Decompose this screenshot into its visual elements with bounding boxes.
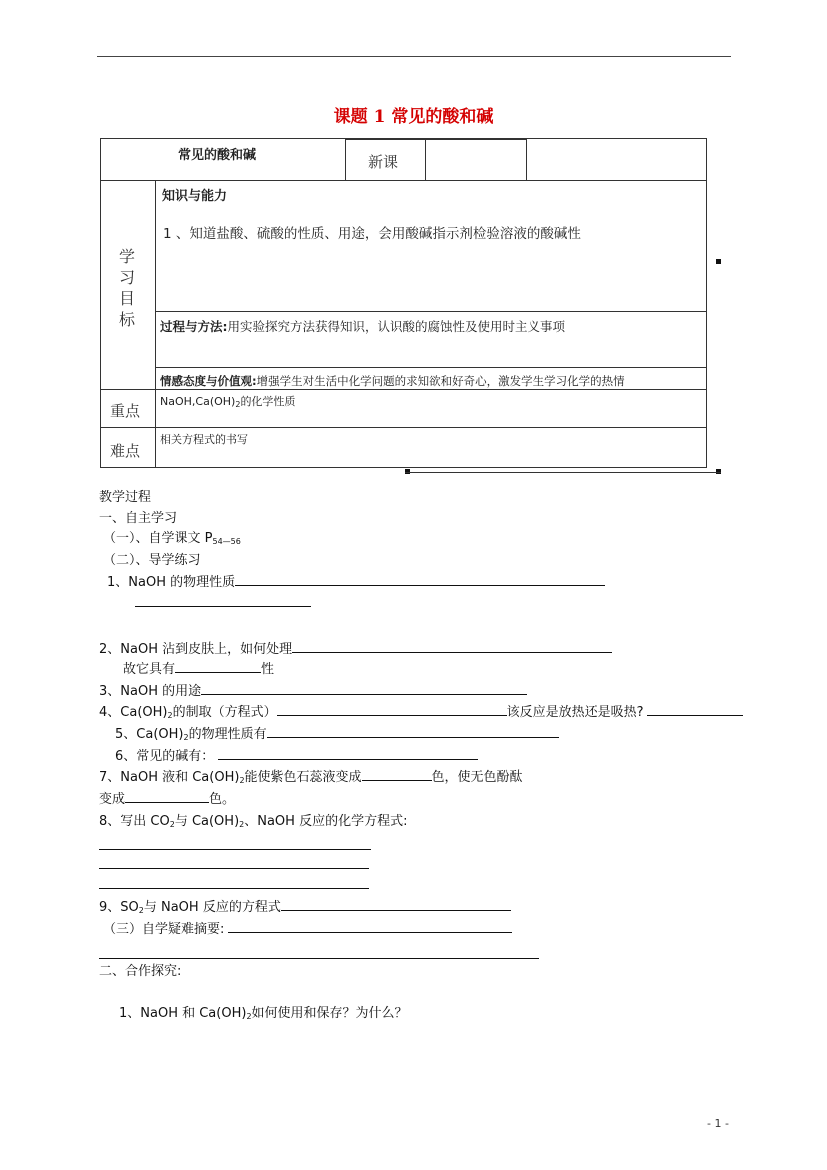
- question-6: [115, 745, 478, 764]
- question-2: [99, 638, 612, 657]
- q5-text: 的物理性质有: [188, 727, 267, 742]
- q5-formula: 5、Ca(OH): [115, 727, 184, 742]
- key-text: [160, 393, 295, 409]
- process-row: [160, 317, 565, 335]
- q9-text-2: 与 NaOH 反应的方程式: [143, 900, 281, 915]
- table-row-divider: [425, 180, 707, 181]
- table-row-divider: [100, 389, 707, 390]
- guided-practice: （二）、导学练习: [103, 553, 201, 568]
- q3-text: 3、NaOH 的用途: [99, 684, 202, 699]
- question-4: [99, 701, 743, 720]
- table-row-divider: [155, 367, 707, 368]
- question-5: [115, 723, 559, 742]
- q2b-text: 故它具有: [123, 662, 176, 677]
- difficult-label: 难点: [110, 442, 141, 460]
- table-col-divider: [155, 180, 156, 468]
- difficult-text: 相关方程式的书写: [160, 433, 248, 446]
- answer-blank[interactable]: [99, 958, 539, 959]
- knowledge-heading: 知识与能力: [162, 189, 228, 204]
- page-title: 课题 1 常见的酸和碱: [333, 107, 494, 127]
- q5-subscript: 2: [183, 733, 189, 742]
- resize-handle-marker: [716, 259, 721, 264]
- q4-question: 该反应是放热还是吸热?: [506, 705, 644, 720]
- question-3: [99, 680, 527, 699]
- q7-text-3: 变成: [99, 792, 126, 807]
- answer-blank[interactable]: [175, 659, 261, 673]
- answer-blank[interactable]: [228, 919, 512, 933]
- question-9: [99, 896, 511, 915]
- self-study-reading: [103, 527, 241, 546]
- topic-cell: 常见的酸和碱: [178, 148, 257, 163]
- q7-text: 能使紫色石蕊液变成: [244, 770, 362, 785]
- q7-text-4: 色。: [209, 792, 236, 807]
- q1-text: 1、NaOH 的物理性质: [107, 575, 236, 590]
- key-subscript: 2: [235, 400, 241, 409]
- c1-text: 如何使用和保存？为什么？: [251, 1006, 408, 1021]
- q4-subscript: 2: [167, 711, 173, 720]
- key-label: 重点: [110, 402, 141, 420]
- q7-text-2: 色，使无色酚酞: [431, 770, 523, 785]
- q8-text: 8、写出 CO: [99, 814, 170, 829]
- q2b-suffix: 性: [261, 662, 275, 677]
- answer-blank[interactable]: [218, 746, 478, 760]
- q9-text: 9、SO: [99, 900, 139, 915]
- emotion-text: 增强学生对生活中化学问题的求知欲和好奇心，激发学生学习化学的热情: [256, 374, 625, 388]
- q8-subscript: 2: [169, 820, 175, 829]
- page-number: - 1 -: [707, 1117, 729, 1130]
- section-process: 教学过程: [99, 490, 152, 505]
- answer-blank[interactable]: [135, 606, 311, 607]
- section-cooperative: 二、合作探究:: [99, 964, 182, 979]
- answer-blank[interactable]: [277, 702, 507, 716]
- q6-text: 6、常见的碱有：: [115, 749, 215, 764]
- q4-text: 的制取（方程式）: [172, 705, 277, 720]
- q8-subscript-2: 2: [239, 820, 245, 829]
- goals-label: [118, 246, 138, 330]
- question-8: [99, 810, 407, 829]
- key-text-tail: 的化学性质: [240, 395, 296, 408]
- question-1: [107, 571, 605, 590]
- q7-subscript: 2: [239, 776, 245, 785]
- reading-pages: 54—56: [212, 537, 241, 546]
- section-self-study: 一、自主学习: [99, 511, 178, 526]
- q4-formula: 4、Ca(OH): [99, 705, 168, 720]
- selection-border: [405, 472, 721, 473]
- table-col-divider: [526, 138, 527, 180]
- table-row-divider: [155, 311, 707, 312]
- cooperative-question-1: [119, 1002, 408, 1021]
- course-type-cell: 新课: [368, 153, 399, 171]
- answer-blank[interactable]: [99, 868, 369, 869]
- q9-subscript: 2: [138, 906, 144, 915]
- answer-blank[interactable]: [201, 681, 527, 695]
- self-study-difficulties: [103, 918, 512, 937]
- table-row-divider: [100, 427, 707, 428]
- c1-subscript: 2: [246, 1012, 252, 1021]
- question-7: [99, 766, 523, 785]
- c1-formula: 1、NaOH 和 Ca(OH): [119, 1006, 247, 1021]
- answer-blank[interactable]: [235, 572, 605, 586]
- q8-text-3: 、NaOH 反应的化学方程式:: [244, 814, 408, 829]
- answer-blank[interactable]: [647, 702, 743, 716]
- emotion-row: [160, 373, 625, 389]
- reading-text: （一）、自学课文 P: [103, 531, 213, 546]
- table-col-divider: [345, 138, 346, 180]
- question-7b: [99, 788, 235, 807]
- answer-blank[interactable]: [281, 897, 511, 911]
- difficulties-text: （三）自学疑难摘要:: [103, 922, 225, 937]
- q7-formula: 7、NaOH 液和 Ca(OH): [99, 770, 240, 785]
- header-rule: [97, 56, 731, 57]
- process-text: 用实验探究方法获得知识，认识酸的腐蚀性及使用时主义事项: [227, 319, 566, 334]
- q8-text-2: 与 Ca(OH): [174, 814, 240, 829]
- process-heading: 过程与方法:: [160, 319, 228, 334]
- answer-blank[interactable]: [125, 789, 209, 803]
- knowledge-item: 1 、知道盐酸、硫酸的性质、用途，会用酸碱指示剂检验溶液的酸碱性: [163, 226, 581, 242]
- answer-blank[interactable]: [362, 767, 432, 781]
- table-col-divider: [425, 138, 426, 180]
- goals-label-text: 学习目标: [118, 247, 135, 329]
- table-cell-top: [345, 138, 526, 140]
- answer-blank[interactable]: [99, 849, 371, 850]
- answer-blank[interactable]: [99, 888, 369, 889]
- emotion-heading: 情感态度与价值观:: [160, 374, 257, 388]
- answer-blank[interactable]: [292, 639, 612, 653]
- key-formula: NaOH,Ca(OH): [160, 395, 236, 408]
- question-2b: [123, 658, 274, 677]
- answer-blank[interactable]: [267, 724, 559, 738]
- q2-text: 2、NaOH 沾到皮肤上，如何处理: [99, 642, 293, 657]
